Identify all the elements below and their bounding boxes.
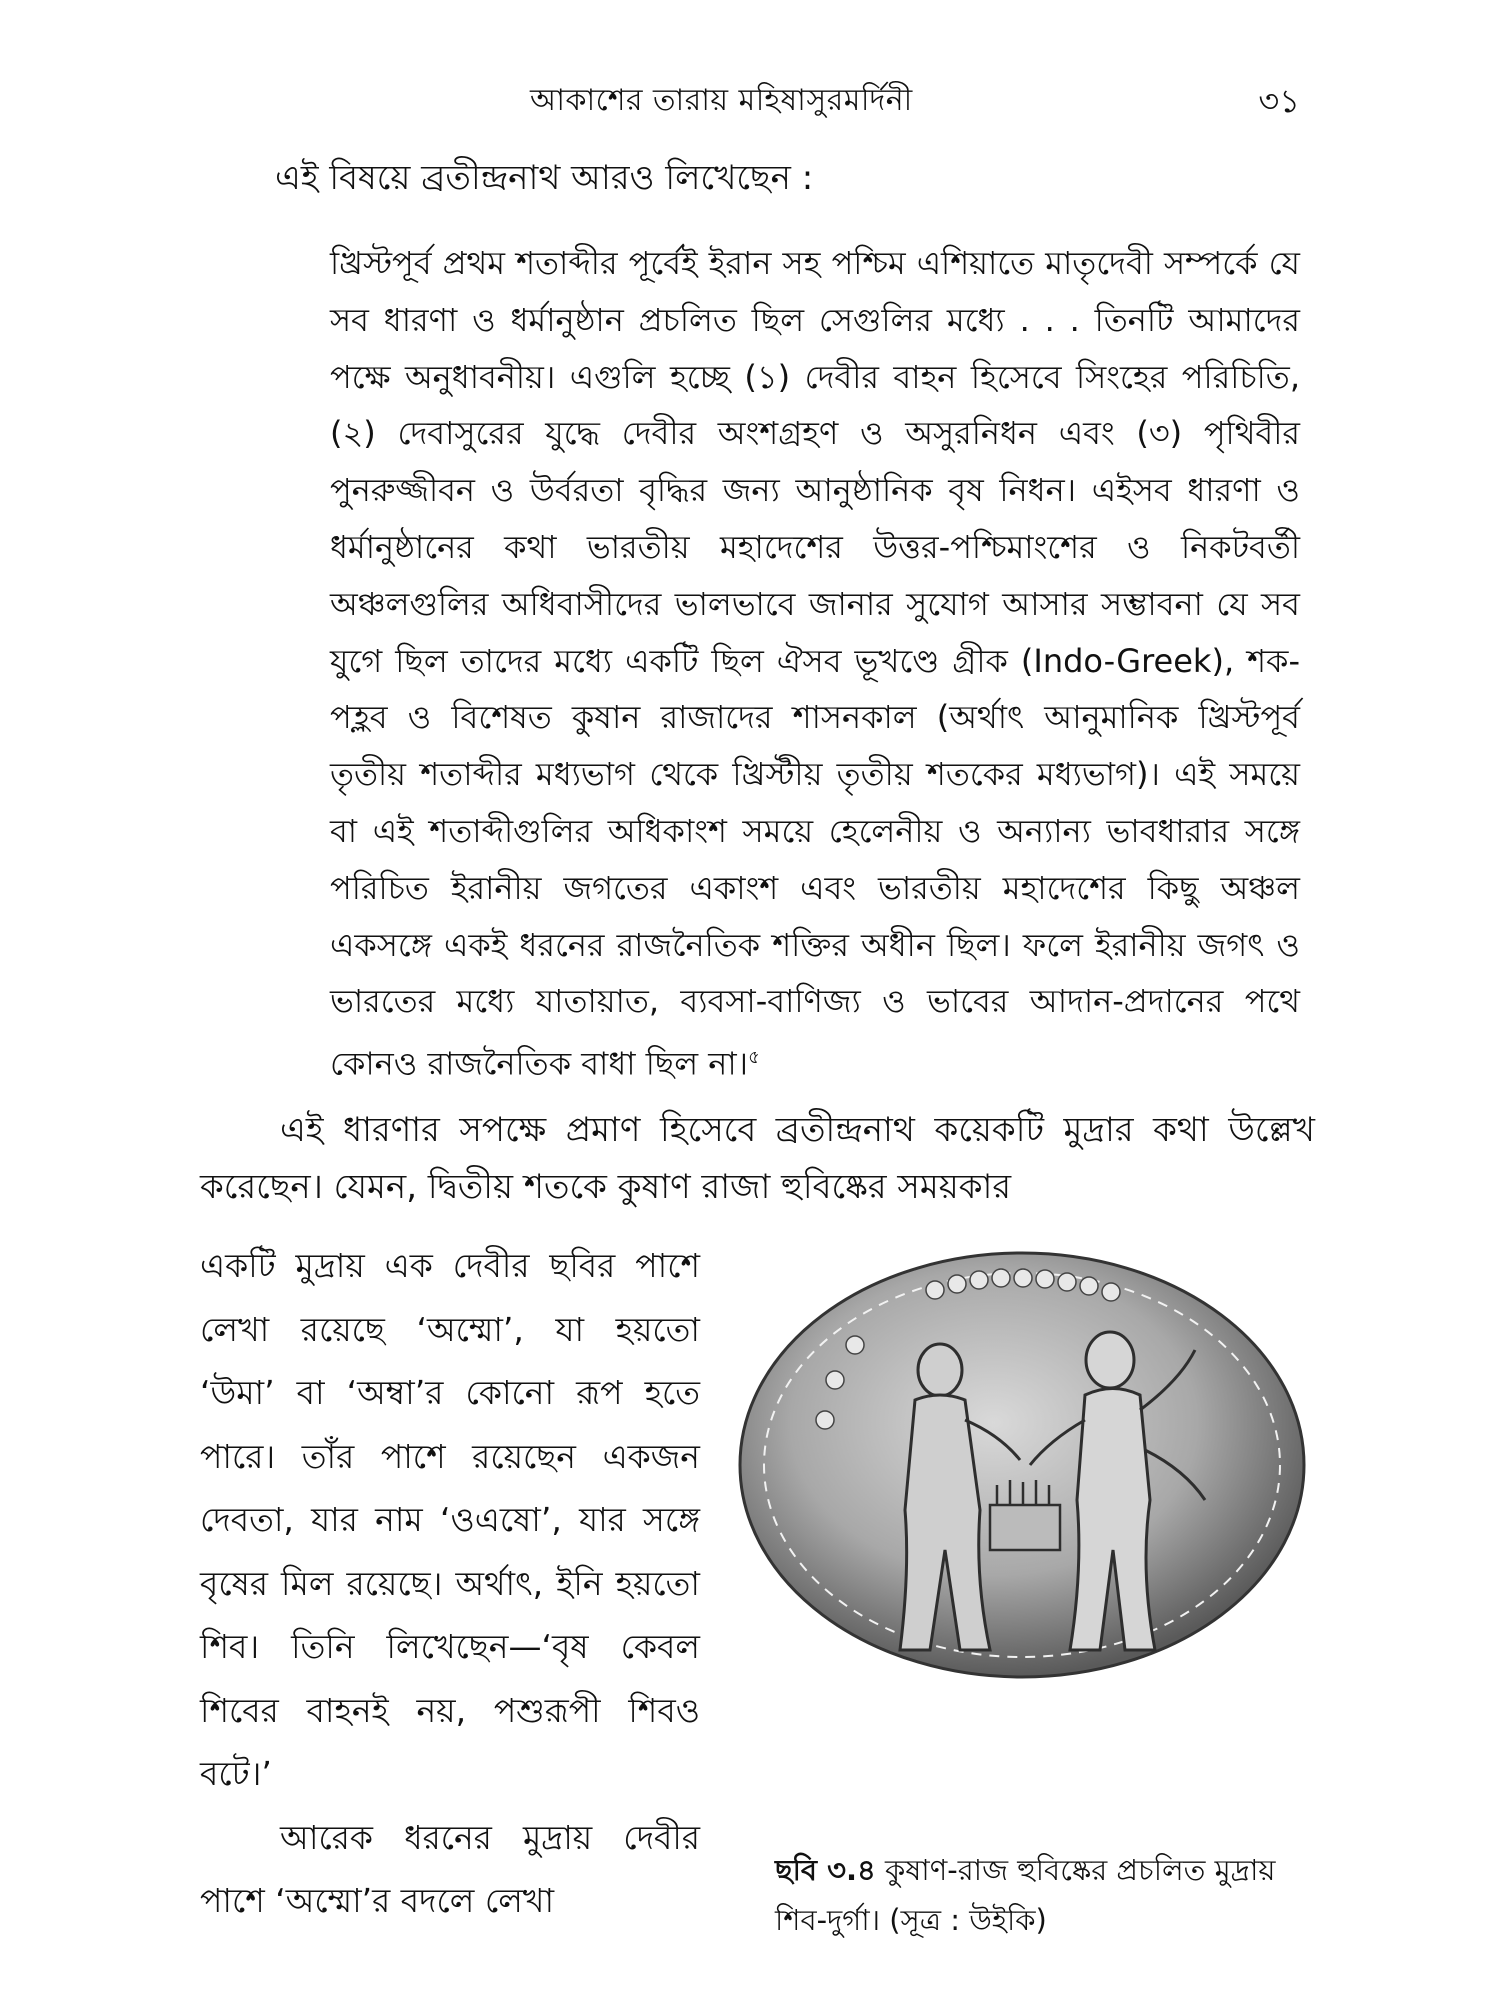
running-head bbox=[200, 76, 1300, 126]
page-number: ৩১ bbox=[1258, 82, 1300, 120]
figure-caption-text: কুষাণ-রাজ হুবিষ্কের প্রচলিত মুদ্রায় শিব-দুর্গা। (সূত্র : উইকি) bbox=[775, 1853, 1276, 1937]
figure-label: ছবি ৩.৪ bbox=[775, 1853, 876, 1887]
figure-caption bbox=[775, 1845, 1295, 1945]
paragraph-coins: এই ধারণার সপক্ষে প্রমাণ হিসেবে ব্রতীন্দ্রনাথ কয়েকটি মুদ্রার কথা উল্লেখ করেছেন। যেমন, দ্বিতীয় শতকে কুষাণ রাজা হুবিষ্কের সময়কার bbox=[200, 1110, 1315, 1207]
intro-line: এই বিষয়ে ব্রতীন্দ্রনাথ আরও লিখেছেন : bbox=[275, 158, 814, 198]
left-column-para-1: একটি মুদ্রায় এক দেবীর ছবির পাশে লেখা রয়েছে ‘অম্মো’, যা হয়তো ‘উমা’ বা ‘অম্বা’র কোনো রূপ হতে পারে। তাঁর পাশে রয়েছেন একজন দেবতা, যার নাম ‘ওএষো’, যার সঙ্গে বৃষের মিল রয়েছে। অর্থাৎ, ইনি হয়তো শিব। তিনি লিখেছেন—‘বৃষ কেবল শিবের বাহনই নয়, পশুরূপী শিবও বটে।’ bbox=[200, 1246, 700, 1793]
left-column-text bbox=[200, 1234, 700, 1933]
footnote-marker: ৫ bbox=[748, 1047, 760, 1069]
running-title: আকাশের তারায় মহিষাসুরমর্দিনী bbox=[530, 83, 913, 118]
block-quote bbox=[330, 235, 1300, 1093]
left-column-para-2: আরেক ধরনের মুদ্রায় দেবীর পাশে ‘অম্মো’র বদলে লেখা bbox=[200, 1817, 700, 1920]
coin-image bbox=[735, 1250, 1310, 1680]
quote-text: খ্রিস্টপূর্ব প্রথম শতাব্দীর পূর্বেই ইরান সহ পশ্চিম এশিয়াতে মাতৃদেবী সম্পর্কে যে সব ধারণা ও ধর্মানুষ্ঠান প্রচলিত ছিল সেগুলির মধ্যে . . . তিনটি আমাদের পক্ষে অনুধাবনীয়। এগুলি হচ্ছে (১) দেবীর বাহন হিসেবে সিংহের পরিচিতি, (২) দেবাসুরের যুদ্ধে দেবীর অংশগ্রহণ ও অসুরনিধন এবং (৩) পৃথিবীর পুনরুজ্জীবন ও উর্বরতা বৃদ্ধির জন্য আনুষ্ঠানিক বৃষ নিধন। এইসব ধারণা ও ধর্মানুষ্ঠানের কথা ভারতীয় মহাদেশের উত্তর-পশ্চিমাংশের ও নিকটবর্তী অঞ্চলগুলির অধিবাসীদের ভালভাবে জানার সুযোগ আসার সম্ভাবনা যে সব যুগে ছিল তাদের মধ্যে একটি ছিল ঐসব ভূখণ্ডে গ্রীক (Indo-Greek), শক-পহ্লব ও বিশেষত কুষান রাজাদের শাসনকাল (অর্থাৎ আনুমানিক খ্রিস্টপূর্ব তৃতীয় শতাব্দীর মধ্যভাগ থেকে খ্রিস্টীয় তৃতীয় শতকের মধ্যভাগ)। এই সময়ে বা এই শতাব্দীগুলির অধিকাংশ সময়ে হেলেনীয় ও অন্যান্য ভাবধারার সঙ্গে পরিচিত ইরানীয় জগতের একাংশ এবং ভারতীয় মহাদেশের কিছু অঞ্চল একসঙ্গে একই ধরনের রাজনৈতিক শক্তির অধীন ছিল। ফলে ইরানীয় জগৎ ও ভারতের মধ্যে যাতায়াত, ব্যবসা-বাণিজ্য ও ভাবের আদান-প্রদানের পথে কোনও রাজনৈতিক বাধা ছিল না। bbox=[330, 244, 1300, 1083]
